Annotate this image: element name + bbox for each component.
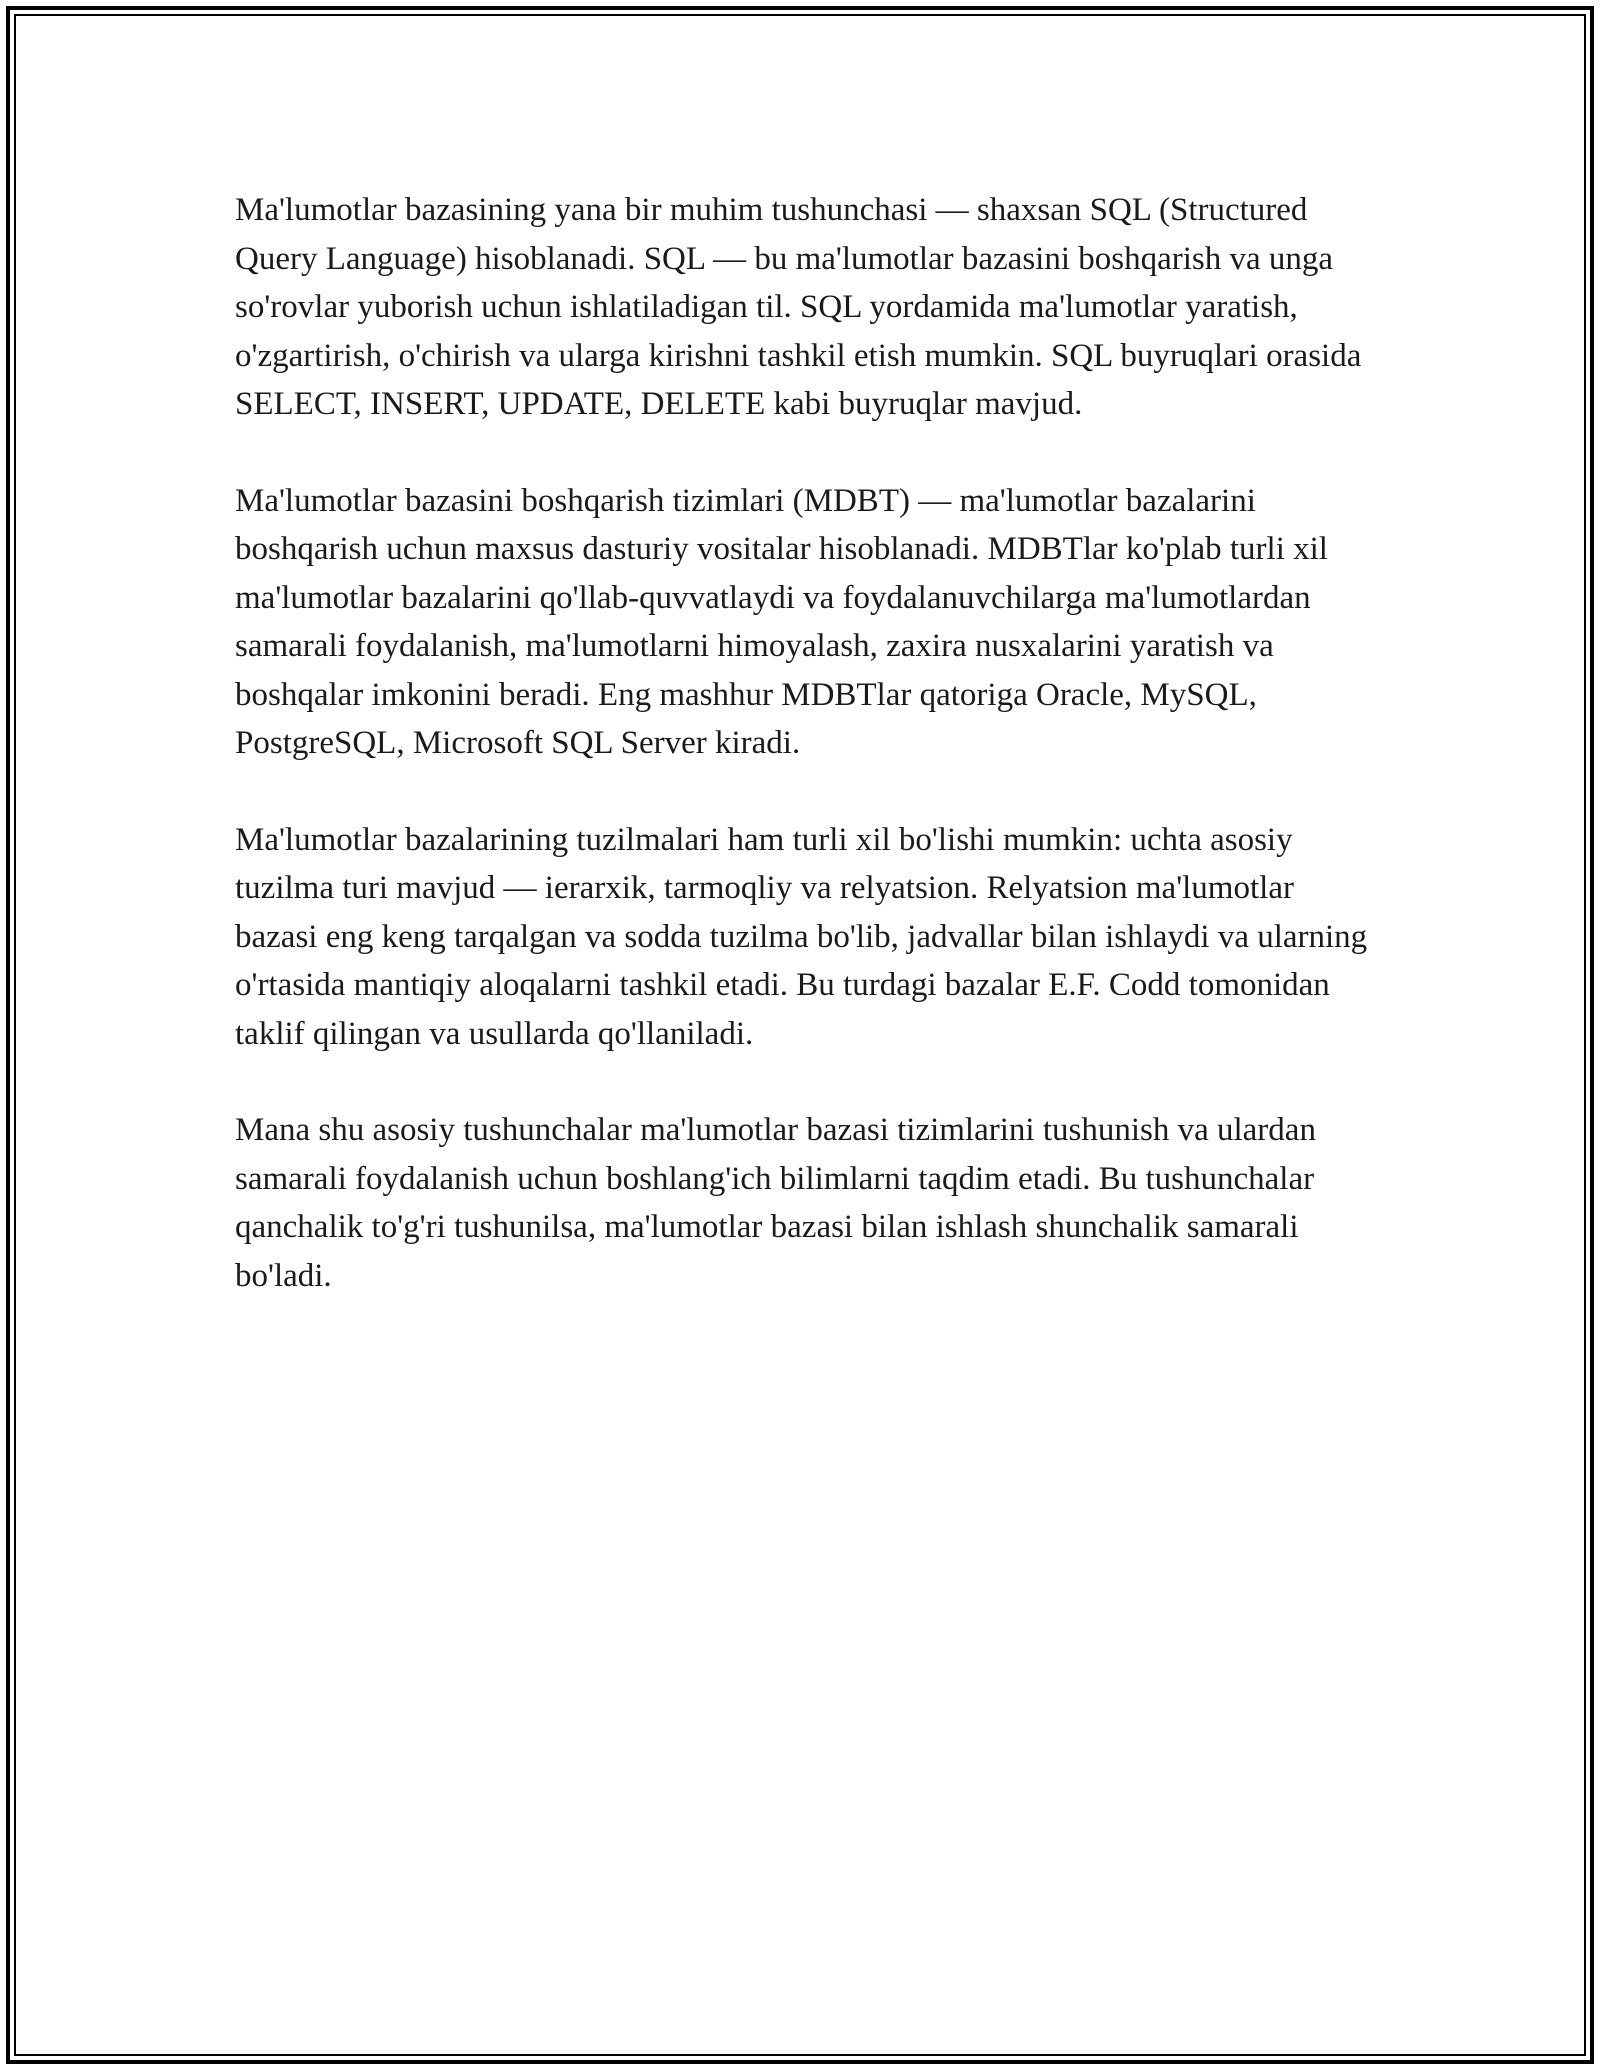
paragraph-mdbt: Ma'lumotlar bazasini boshqarish tizimlari (MDBT) — ma'lumotlar bazalarini boshqarish uchun maxsus dasturiy vositalar hisoblanadi. MDBTlar ko'plab turli xil ma'lumotlar bazalarini qo'llab-quvvatlaydi va foydalanuvchilarga ma'lumotlardan samarali foydalanish, ma'lumotlarni himoyalash, zaxira nusxalarini yaratish va boshqalar imkonini beradi. Eng mashhur MDBTlar qatoriga Oracle, MySQL, PostgreSQL, Microsoft SQL Server kiradi. [235, 482, 1328, 761]
document-body [235, 186, 1370, 1348]
paragraph-structures: Ma'lumotlar bazalarining tuzilmalari ham turli xil bo'lishi mumkin: uchta asosiy tuzilma turi mavjud — ierarxik, tarmoqliy va relyatsion. Relyatsion ma'lumotlar bazasi eng keng tarqalgan va sodda tuzilma bo'lib, jadvallar bilan ishlaydi va ularning o'rtasida mantiqiy aloqalarni tashkil etadi. Bu turdagi bazalar E.F. Codd tomonidan taklif qilingan va usullarda qo'llaniladi. [235, 821, 1368, 1052]
paragraph-conclusion: Mana shu asosiy tushunchalar ma'lumotlar bazasi tizimlarini tushunish va ulardan samarali foydalanish uchun boshlang'ich bilimlarni taqdim etadi. Bu tushunchalar qanchalik to'g'ri tushunilsa, ma'lumotlar bazasi bilan ishlash shunchalik samarali bo'ladi. [235, 1112, 1316, 1294]
paragraph-sql: Ma'lumotlar bazasining yana bir muhim tushunchasi — shaxsan SQL (Structured Query Language) hisoblanadi. SQL — bu ma'lumotlar bazasini boshqarish va unga so'rovlar yuborish uchun ishlatiladigan til. SQL yordamida ma'lumotlar yaratish, o'zgartirish, o'chirish va ularga kirishni tashkil etish mumkin. SQL buyruqlari orasida SELECT, INSERT, UPDATE, DELETE kabi buyruqlar mavjud. [235, 192, 1362, 422]
